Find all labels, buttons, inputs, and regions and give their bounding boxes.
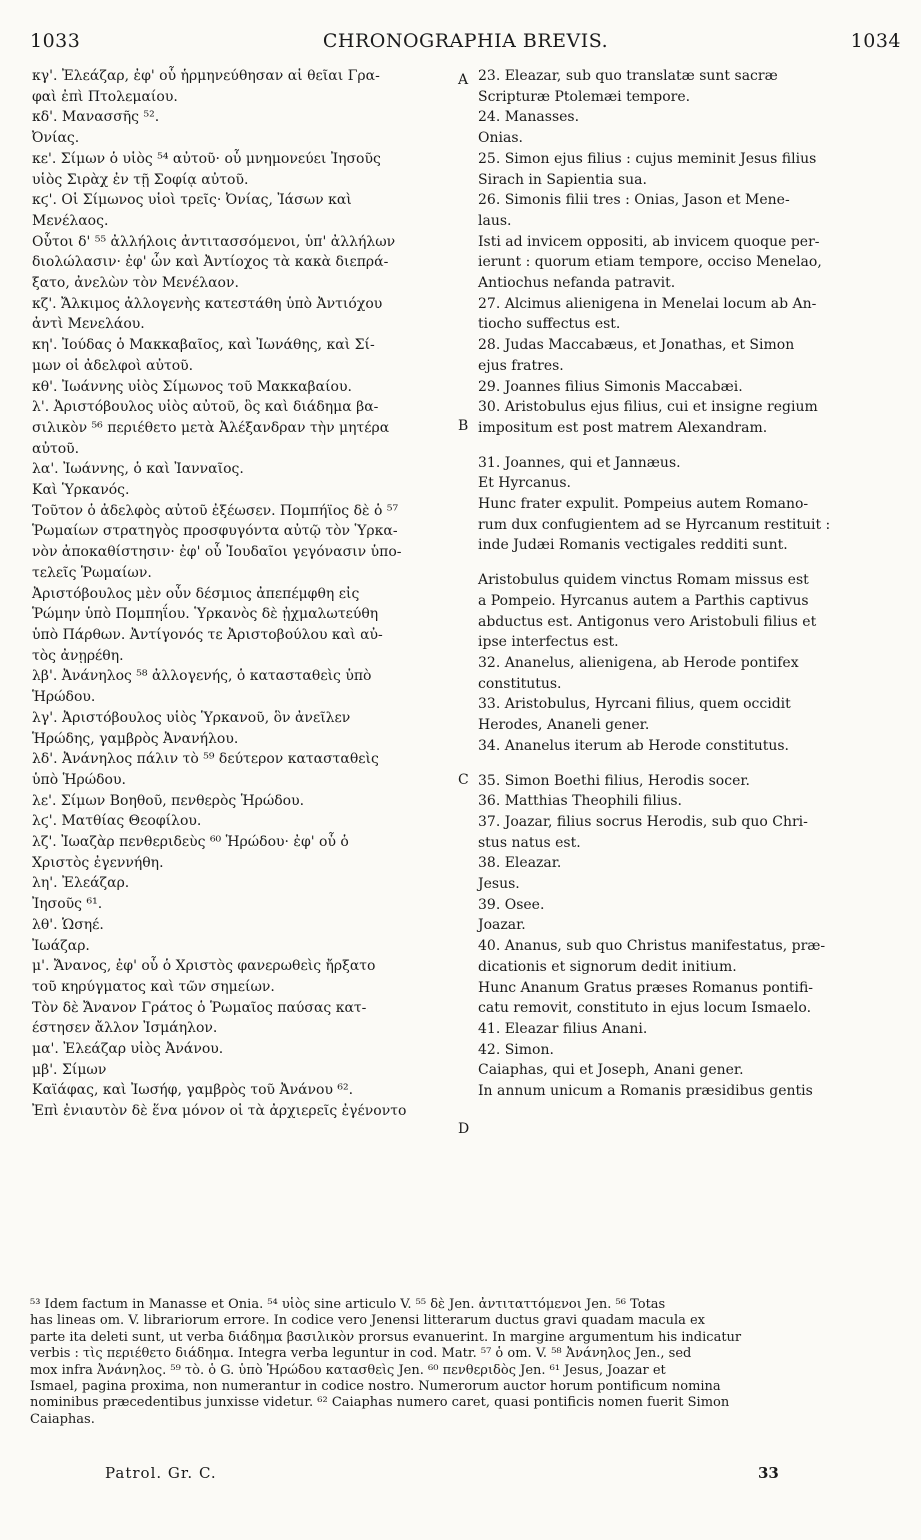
latin-line: 32. Ananelus, alienigena, ab Herode pontifex: [478, 654, 799, 671]
greek-line: λδ'. Ἀνάνηλος πάλιν τὸ ⁵⁹ δεύτερον κατασταθεὶς: [32, 751, 379, 768]
latin-line: In annum unicum a Romanis præsidibus gentis: [478, 1083, 813, 1100]
margin-letter-d: D: [458, 1121, 470, 1137]
greek-line: Τὸν δὲ Ἄνανον Γράτος ὁ Ῥωμαῖος παύσας κατ-: [32, 999, 367, 1016]
greek-line: κϛ'. Οἱ Σίμωνος υἱοὶ τρεῖς· Ὀνίας, Ἰάσων καὶ: [32, 192, 352, 209]
greek-line: διολώλασιν· ἐφ' ὧν καὶ Ἀντίοχος τὰ κακὰ διεπρά-: [32, 254, 389, 271]
margin-letter-a: A: [458, 72, 469, 88]
footnote-line: nominibus præcedentibus junxisse videtur. ⁶² Caiaphas numero caret, quasi pontificis nomen fuerit Simon: [30, 1395, 730, 1411]
greek-column: [32, 66, 454, 1122]
greek-line: λθ'. Ὡσηέ.: [32, 916, 104, 933]
greek-line: Ἰησοῦς ⁶¹.: [32, 896, 103, 913]
greek-line: μα'. Ἐλεάζαρ υἱὸς Ἀνάνου.: [32, 1041, 224, 1058]
margin-letter-b: B: [458, 418, 469, 434]
latin-line: 33. Aristobulus, Hyrcani filius, quem occidit: [478, 696, 791, 713]
latin-line: 41. Eleazar filius Anani.: [478, 1020, 648, 1037]
footnote-line: has lineas om. V. librariorum errore. In codice vero Jenensi litterarum ductus gravi quadam macula ex: [30, 1313, 706, 1329]
series-signature: Patrol. Gr. C.: [105, 1464, 217, 1482]
latin-line: 25. Simon ejus filius : cujus meminit Jesus filius: [478, 150, 817, 167]
latin-line: ipse interfectus est.: [478, 634, 619, 651]
latin-line: impositum est post matrem Alexandram.: [478, 419, 768, 436]
margin-letter-c: C: [458, 772, 469, 788]
latin-line: dicationis et signorum dedit initium.: [478, 958, 737, 975]
greek-line: μων οἱ ἀδελφοὶ αὐτοῦ.: [32, 357, 194, 374]
latin-line: [478, 757, 896, 771]
greek-line: λϛ'. Ματθίας Θεοφίλου.: [32, 813, 202, 830]
greek-line: Ἰωάζαρ.: [32, 937, 90, 954]
latin-line: rum dux confugientem ad se Hyrcanum restituit :: [478, 516, 831, 533]
greek-line: τὸς ἀνῃρέθη.: [32, 647, 124, 664]
latin-line: constitutus.: [478, 675, 562, 692]
latin-line: Hunc Ananum Gratus præses Romanus pontifi-: [478, 979, 814, 996]
latin-line: Antiochus nefanda patravit.: [478, 275, 676, 292]
greek-line: Ἡρώδης, γαμβρὸς Ἀνανήλου.: [32, 730, 239, 747]
greek-line: κζ'. Ἄλκιμος ἀλλογενὴς κατεστάθη ὑπὸ Ἀντιόχου: [32, 295, 383, 312]
greek-line: ὑπὸ Πάρθων. Ἀντίγονός τε Ἀριστοβούλου καὶ αὐ-: [32, 626, 383, 643]
latin-line: Et Hyrcanus.: [478, 475, 571, 492]
greek-line: κθ'. Ἰωάννης υἱὸς Σίμωνος τοῦ Μακκαβαίου.: [32, 378, 352, 395]
latin-line: ierunt : quorum etiam tempore, occiso Menelao,: [478, 254, 822, 271]
latin-line: 24. Manasses.: [478, 109, 580, 126]
latin-line: 28. Judas Maccabæus, et Jonathas, et Simon: [478, 337, 795, 354]
greek-line: σιλικὸν ⁵⁶ περιέθετο μετὰ Ἀλέξανδραν τὴν μητέρα: [32, 419, 390, 436]
greek-line: ξατο, ἀνελὼν τὸν Μενέλαον.: [32, 275, 239, 292]
greek-line: Οὗτοι δ' ⁵⁵ ἀλλήλοις ἀντιτασσόμενοι, ὑπ' ἀλλήλων: [32, 233, 396, 250]
latin-line: catu removit, constituto in ejus locum Ismaelo.: [478, 1000, 812, 1017]
latin-line: 31. Joannes, qui et Jannæus.: [478, 454, 681, 471]
latin-line: a Pompeio. Hyrcanus autem a Parthis captivus: [478, 592, 809, 609]
greek-line: Ἐπὶ ἐνιαυτὸν δὲ ἕνα μόνον οἱ τὰ ἀρχιερεῖς ἐγένοντο: [32, 1103, 407, 1120]
greek-line: φαὶ ἐπὶ Πτολεμαίου.: [32, 88, 178, 105]
greek-line: Ῥωμαίων στρατηγὸς προσφυγόντα αὐτῷ τὸν Ὑρκα-: [32, 523, 398, 540]
latin-column: [478, 66, 896, 1102]
greek-line: Ἀριστόβουλος μὲν οὖν δέσμιος ἀπεπέμφθη εἰς: [32, 585, 360, 602]
greek-line: Μενέλαος.: [32, 212, 109, 229]
greek-line: λζ'. Ἰωαζὰρ πενθεριδεὺς ⁶⁰ Ἡρώδου· ἐφ' οὗ ὁ: [32, 834, 349, 851]
latin-line: laus.: [478, 212, 512, 229]
footnote-line: mox infra Ἀνάνηλος. ⁵⁹ τὸ. ὁ G. ὑπὸ Ἡρώδου κατασθεὶς Jen. ⁶⁰ πενθεριδὸς Jen. ⁶¹ Jesus, Joazar et: [30, 1362, 666, 1378]
latin-line: 34. Ananelus iterum ab Herode constitutus.: [478, 737, 790, 754]
sheet-signature: 33: [758, 1464, 779, 1482]
page-number-right: 1034: [850, 30, 901, 52]
page-number-left: 1033: [30, 30, 81, 52]
footnote-line: verbis : τὶς περιέθετο διάδημα. Integra verba leguntur in cod. Matr. ⁵⁷ ὁ om. V. ⁵⁸ Ἀνάνηλος Jen., sed: [30, 1346, 692, 1362]
greek-line: Καϊάφας, καὶ Ἰωσήφ, γαμβρὸς τοῦ Ἀνάνου ⁶².: [32, 1082, 354, 1099]
greek-line: κε'. Σίμων ὁ υἱὸς ⁵⁴ αὐτοῦ· οὗ μνημονεύει Ἰησοῦς: [32, 150, 381, 167]
greek-line: λ'. Ἀριστόβουλος υἱὸς αὐτοῦ, ὃς καὶ διάδημα βα-: [32, 399, 379, 416]
greek-line: Καὶ Ὑρκανός.: [32, 482, 130, 499]
latin-line: 30. Aristobulus ejus filius, cui et insigne regium: [478, 399, 818, 416]
greek-line: κη'. Ἰούδας ὁ Μακκαβαῖος, καὶ Ἰωνάθης, καὶ Σί-: [32, 337, 375, 354]
latin-line: Caiaphas, qui et Joseph, Anani gener.: [478, 1062, 744, 1079]
greek-line: Χριστὸς ἐγεννήθη.: [32, 854, 164, 871]
greek-line: λε'. Σίμων Βοηθοῦ, πενθερὸς Ἡρώδου.: [32, 792, 305, 809]
latin-line: [478, 439, 896, 453]
greek-line: λη'. Ἐλεάζαρ.: [32, 875, 130, 892]
greek-line: Ῥώμην ὑπὸ Πομπηΐου. Ὑρκανὸς δὲ ᾐχμαλωτεύθη: [32, 606, 379, 623]
latin-line: 37. Joazar, filius socrus Herodis, sub quo Chri-: [478, 813, 808, 830]
greek-line: μ'. Ἄνανος, ἐφ' οὗ ὁ Χριστὸς φανερωθεὶς ἤρξατο: [32, 958, 376, 975]
greek-line: έστησεν ἄλλον Ἰσμάηλον.: [32, 1020, 218, 1037]
latin-line: tiocho suffectus est.: [478, 316, 621, 333]
footnote-line: Ismael, pagina proxima, non numerantur in codice nostro. Numerorum auctor horum pontificum nomina: [30, 1379, 721, 1395]
latin-line: Herodes, Ananeli gener.: [478, 717, 650, 734]
page-footer: [0, 1464, 921, 1488]
latin-line: 36. Matthias Theophili filius.: [478, 793, 682, 810]
footnote-line: Caiaphas.: [30, 1411, 95, 1427]
latin-line: 40. Ananus, sub quo Christus manifestatus, præ-: [478, 938, 826, 955]
footnote-line: parte ita deleti sunt, ut verba διάδημα βασιλικὸν prorsus evanuerint. In margine argumentum his indicatur: [30, 1329, 742, 1345]
greek-line: λγ'. Ἀριστόβουλος υἱὸς Ὑρκανοῦ, ὃν ἀνεῖλεν: [32, 709, 351, 726]
latin-line: Onias.: [478, 130, 523, 147]
latin-line: Aristobulus quidem vinctus Romam missus est: [478, 572, 809, 589]
footnote-line: ⁵³ Idem factum in Manasse et Onia. ⁵⁴ υἱὸς sine articulo V. ⁵⁵ δὲ Jen. ἀντιταττόμενοι Jen. ⁵⁶ Totas: [30, 1297, 666, 1312]
greek-line: αὐτοῦ.: [32, 440, 80, 457]
greek-line: λα'. Ἰωάννης, ὁ καὶ Ἰανναῖος.: [32, 461, 244, 478]
greek-line: Ὀνίας.: [32, 130, 80, 147]
latin-line: 23. Eleazar, sub quo translatæ sunt sacræ: [478, 68, 778, 84]
greek-line: λβ'. Ἀνάνηλος ⁵⁸ ἀλλογενής, ὁ κατασταθεὶς ὑπὸ: [32, 668, 372, 685]
greek-line: ὑπὸ Ἡρώδου.: [32, 771, 126, 788]
latin-line: Sirach in Sapientia sua.: [478, 171, 647, 188]
latin-line: stus natus est.: [478, 834, 581, 851]
latin-line: Hunc frater expulit. Pompeius autem Romano-: [478, 496, 809, 513]
latin-line: Joazar.: [478, 917, 526, 934]
latin-line: 38. Eleazar.: [478, 855, 562, 872]
latin-line: 27. Alcimus alienigena in Menelai locum ab An-: [478, 295, 817, 312]
running-title: CHRONOGRAPHIA BREVIS.: [322, 30, 609, 52]
latin-line: Jesus.: [478, 876, 520, 893]
greek-line: νὸν ἀποκαθίστησιν· ἐφ' οὗ Ἰουδαῖοι γεγόνασιν ὑπο-: [32, 544, 402, 561]
greek-line: κγ'. Ἐλεάζαρ, ἐφ' οὗ ἡρμηνεύθησαν αἱ θεῖαι Γρα-: [32, 68, 380, 84]
latin-line: ejus fratres.: [478, 357, 564, 374]
greek-line: Τοῦτον ὁ ἀδελφὸς αὐτοῦ ἐξέωσεν. Πομπήϊος δὲ ὁ ⁵⁷: [32, 502, 399, 519]
greek-line: τελεῖς Ῥωμαίων.: [32, 564, 152, 581]
greek-line: ἀντὶ Μενελάου.: [32, 316, 145, 333]
latin-line: 29. Joannes filius Simonis Maccabæi.: [478, 378, 743, 395]
greek-line: υἱὸς Σιρὰχ ἐν τῇ Σοφίᾳ αὐτοῦ.: [32, 171, 249, 188]
latin-line: Scripturæ Ptolemæi tempore.: [478, 88, 691, 105]
latin-line: inde Judæi Romanis vectigales redditi sunt.: [478, 537, 788, 554]
footnotes: [30, 1297, 882, 1428]
latin-line: abductus est. Antigonus vero Aristobuli filius et: [478, 613, 817, 630]
latin-line: 26. Simonis filii tres : Onias, Jason et Mene-: [478, 192, 790, 209]
latin-line: 35. Simon Boethi filius, Herodis socer.: [478, 772, 750, 789]
latin-line: [478, 556, 896, 570]
greek-line: μβ'. Σίμων: [32, 1061, 107, 1078]
greek-line: τοῦ κηρύγματος καὶ τῶν σημείων.: [32, 978, 275, 995]
running-header: [30, 30, 901, 60]
latin-line: 42. Simon.: [478, 1041, 554, 1058]
latin-line: Isti ad invicem oppositi, ab invicem quoque per-: [478, 233, 820, 250]
latin-line: 39. Osee.: [478, 896, 545, 913]
greek-line: Ἡρώδου.: [32, 689, 96, 706]
greek-line: κδ'. Μανασσῆς ⁵².: [32, 109, 160, 126]
